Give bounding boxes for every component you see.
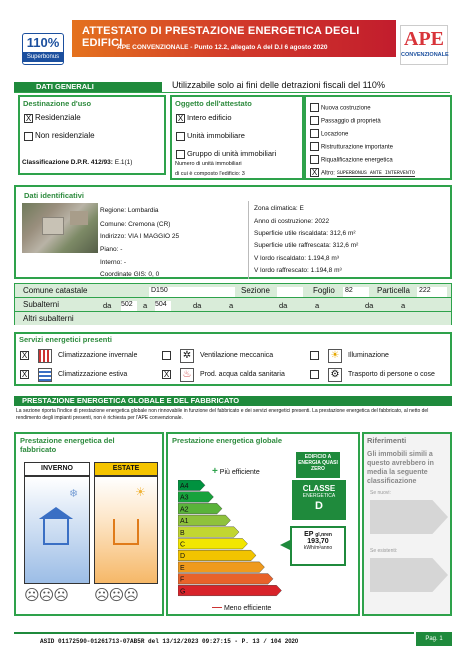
invernale-checkbox[interactable]: X [21,351,28,360]
plus-icon: + [212,466,218,477]
inverno-rating-icons: ☹☹☹ [24,587,68,604]
oggetto-title: Oggetto dell'attestato [175,99,252,108]
illuminazione-label: Illuminazione [348,352,389,359]
globale-title: Prestazione energetica globale [172,436,283,445]
numero-unita: Numero di unità immobiliari [175,161,242,167]
catasto-table [14,283,452,325]
servizi-box [14,332,452,386]
ep-sub: gl,nren [315,532,332,538]
foglio-value: 82 [343,287,369,297]
estiva-label: Climatizzazione estiva [58,371,128,378]
gruppo-label: Gruppo di unità immobiliari [186,149,277,158]
oggetto-box [170,95,304,180]
sub-from-1: 502 [121,301,137,311]
anno-costruzione: Anno di costruzione: 2022 [254,218,330,225]
building-photo [22,203,98,253]
ep-value: 193,70 [307,538,329,545]
gruppo-option[interactable] [176,149,276,159]
class-label-b: B [180,529,185,537]
coordinate-gis: Coordinate GIS: 0, 0 [100,271,160,278]
sezione-value [277,287,303,297]
estate-panel [94,476,158,584]
ep-unit: kWh/m²anno [303,545,333,551]
lightbulb-icon: ☀ [328,349,342,363]
classe-panel [292,480,346,520]
class-label-c: C [180,541,186,549]
sub-da-4: da [365,301,374,310]
servizio-invernale[interactable] [20,348,160,364]
globale-box [166,432,360,616]
ape-logo [400,25,448,65]
class-label-a1: A1 [180,518,189,526]
footer-protocol: ASID 01172590-01261713-07AB5R del 13/12/2023 09:27:15 - P. 13 / 104 [40,638,282,645]
meno-efficiente-label: Meno efficiente [223,605,272,612]
motivo-nuova[interactable] [310,103,371,112]
piano: Piano: - [100,246,123,253]
motivo-altro[interactable] [310,168,415,177]
regione: Regione: Lombardia [100,207,159,214]
riferimenti-title: Riferimenti [367,436,407,445]
interno: Interno: - [100,259,127,266]
intero-option[interactable] [176,113,232,123]
locazione-checkbox[interactable] [310,129,319,138]
subalterni-label: Subalterni [23,300,60,309]
invernale-label: Climatizzazione invernale [58,352,138,359]
zona-climatica: Zona climatica: E [254,205,304,212]
fabbricato-title: Prestazione energetica del fabbricato [20,436,115,454]
unita-label: Unità immobiliare [186,131,245,140]
se-esistenti-label: Se esistenti: [370,548,398,554]
residenziale-label: Residenziale [34,113,81,122]
trasporto-label: Trasporto di persone o cose [348,371,435,378]
page-title: ATTESTATO DI PRESTAZIONE ENERGETICA DEGLI EDIFICI [82,25,360,49]
altro-value: SUPERBONUS ANTE INTERVENTO [336,170,415,177]
particella-value: 222 [417,287,447,297]
intero-checkbox[interactable]: X [177,113,184,123]
particella-label: Particella [377,286,410,295]
nzeb-badge: EDIFICIO A ENERGIA QUASI ZERO [296,452,340,478]
superbonus-logo [22,33,64,65]
page-subtitle: APE CONVENZIONALE - Punto 12.2, allegato A del D.I 6 agosto 2020 [117,44,328,51]
class-label-a2: A2 [180,506,189,514]
footer-rule [14,632,414,634]
identificativi-title: Dati identificativi [24,191,85,200]
se-nuovi-arrow [370,500,448,534]
servizio-illuminazione[interactable] [310,348,450,364]
sun-icon: ☀ [135,485,146,499]
locazione-label: Locazione [320,131,349,138]
inverno-panel [24,476,90,584]
unita-option[interactable] [176,131,245,141]
destinazione-box [18,95,166,175]
class-arrow-f [178,574,273,585]
motivo-ristrutturazione[interactable] [310,142,393,151]
estate-rating-icons: ☹☹☹ [94,587,138,604]
acs-label: Prod. acqua calda sanitaria [200,371,285,378]
altri-subalterni-label: Altri subalterni [23,314,74,323]
non-residenziale-label: Non residenziale [34,131,95,140]
class-arrow-d [178,550,256,561]
volume-raffrescato: V lordo raffrescato: 1.194,8 m³ [254,267,342,274]
meno-efficiente [212,602,271,613]
se-esistenti-arrow [370,558,448,592]
servizi-title: Servizi energetici presenti [19,335,112,344]
trasporto-checkbox[interactable] [310,370,319,379]
minus-icon: — [212,602,222,613]
piu-efficiente [212,466,260,477]
estate-label: ESTATE [94,462,158,476]
header-banner [72,20,396,57]
prestazione-desc: La sezione riporta l'indice di prestazione energetica globale non rinnovabile in funzione del fabbricato e dei servizi energetici presenti. La prestazione energetica del fabbricato, al netto del rendimento degli impianti presenti, non è richiesta per l'APE convenzionale. [16,408,429,421]
sub-da-3: da [279,301,288,310]
intero-label: Intero edificio [186,113,232,122]
motivazione-box [304,95,452,180]
residenziale-checkbox[interactable]: X [25,113,32,123]
class-arrow-e [178,562,265,573]
non-residenziale-checkbox[interactable] [24,132,33,141]
riferimenti-box [362,432,452,616]
riqualificazione-label: Riqualificazione energetica [320,157,393,164]
energy-scale [178,480,288,600]
dati-generali-bar: DATI GENERALI [14,82,162,92]
air-conditioner-icon [38,368,52,382]
general-rule [14,92,450,93]
class-label-a3: A3 [180,494,189,502]
indirizzo: Indirizzo: VIA I MAGGIO 25 [100,233,180,240]
sub-a-1: a [143,301,148,310]
class-label-e: E [180,564,185,572]
estiva-checkbox[interactable]: X [21,370,28,379]
logo-caption: Superbonus [23,52,63,62]
ape-logo-caption: CONVENZIONALE [401,52,449,58]
snowflake-icon: ❄ [69,488,79,500]
riqualificazione-checkbox[interactable] [310,155,319,164]
hot-water-icon: ♨ [180,368,194,382]
superficie-raffrescata: Superficie utile raffrescata: 312,6 m² [254,242,359,249]
riferimenti-text: Gli immobili simili a questo avrebbero in media la seguente classificazione [367,451,434,485]
acs-checkbox[interactable]: X [163,370,170,379]
piu-efficiente-label: Più efficiente [219,469,260,476]
passaggio-label: Passaggio di proprietà [320,118,381,125]
comune-catastale-value: D150 [149,287,235,297]
composto: di cui è composto l'edificio: 3 [175,171,245,177]
ventilazione-label: Ventilazione meccanica [200,352,274,359]
inverno-label: INVERNO [24,462,90,476]
radiator-icon [38,349,52,363]
class-label-a4: A4 [180,483,189,490]
motivo-passaggio[interactable] [310,116,381,125]
classe-label: CLASSE [302,484,336,493]
gruppo-checkbox[interactable] [176,150,185,159]
energetica-label: ENERGETICA [302,493,336,499]
servizio-ventilazione[interactable] [162,348,310,364]
sub-a-3: a [315,301,320,310]
ristrutturazione-checkbox[interactable] [310,142,319,151]
ep-label: EP [304,531,314,538]
classificazione [22,159,132,166]
class-label-g: G [180,588,186,596]
footer-text [40,638,298,645]
sub-da-1: da [103,301,112,310]
servizio-estiva[interactable] [20,367,160,383]
elevator-icon: ⚙ [328,368,342,382]
class-arrow-b [178,527,239,538]
nuova-checkbox[interactable] [310,103,319,112]
destinazione-title: Destinazione d'uso [23,99,92,108]
comune: Comune: Cremona (CR) [100,221,171,228]
motivo-locazione[interactable] [310,129,348,138]
class-label-f: F [180,576,185,584]
id-divider [248,201,249,279]
house-winter-icon [43,519,69,545]
se-nuovi-label: Se nuovi: [370,490,391,496]
ep-panel [290,526,346,566]
altro-label: Altro: [320,170,335,177]
sub-a-2: a [229,301,234,310]
footer-year: 2020 [284,639,299,645]
sub-da-2: da [193,301,202,310]
fabbricato-box [14,432,164,616]
altro-checkbox[interactable]: X [311,168,318,177]
volume-riscaldato: V lordo riscaldato: 1.194,8 m³ [254,255,339,262]
residenziale-option[interactable] [24,113,81,123]
ristrutturazione-label: Ristrutturazione importante [320,144,393,151]
class-arrow-c [178,539,248,550]
fan-icon: ✲ [180,349,194,363]
servizio-trasporto[interactable] [310,367,450,383]
comune-catastale-label: Comune catastale [23,286,88,295]
prestazione-bar: PRESTAZIONE ENERGETICA GLOBALE E DEL FABBRICATO [14,396,452,406]
classe-value: D [315,500,323,512]
foglio-label: Foglio [313,286,335,295]
house-summer-icon [113,519,139,545]
unita-checkbox[interactable] [176,132,185,141]
classificazione-value: E.1(1) [114,159,133,166]
servizio-acs[interactable] [162,367,310,383]
illuminazione-checkbox[interactable] [310,351,319,360]
identificativi-box [14,185,452,279]
sub-a-4: a [401,301,406,310]
passaggio-checkbox[interactable] [310,116,319,125]
logo-number: 110% [26,35,60,50]
sub-to-1: 504 [155,301,171,311]
motivo-riqualificazione[interactable] [310,155,393,164]
page-number: Pag. 1 [416,632,452,646]
superficie-riscaldata: Superficie utile riscaldata: 312,6 m² [254,230,356,237]
class-arrow-g [178,585,282,596]
ventilazione-checkbox[interactable] [162,351,171,360]
ape-logo-text: APE [404,28,444,50]
nuova-label: Nuova costruzione [320,105,371,112]
general-note: Utilizzabile solo ai fini delle detrazioni fiscali del 110% [172,80,385,90]
classificazione-label: Classificazione D.P.R. 412/93: [22,159,113,166]
class-label-d: D [180,553,186,561]
non-residenziale-option[interactable] [24,131,95,141]
sezione-label: Sezione [241,286,270,295]
